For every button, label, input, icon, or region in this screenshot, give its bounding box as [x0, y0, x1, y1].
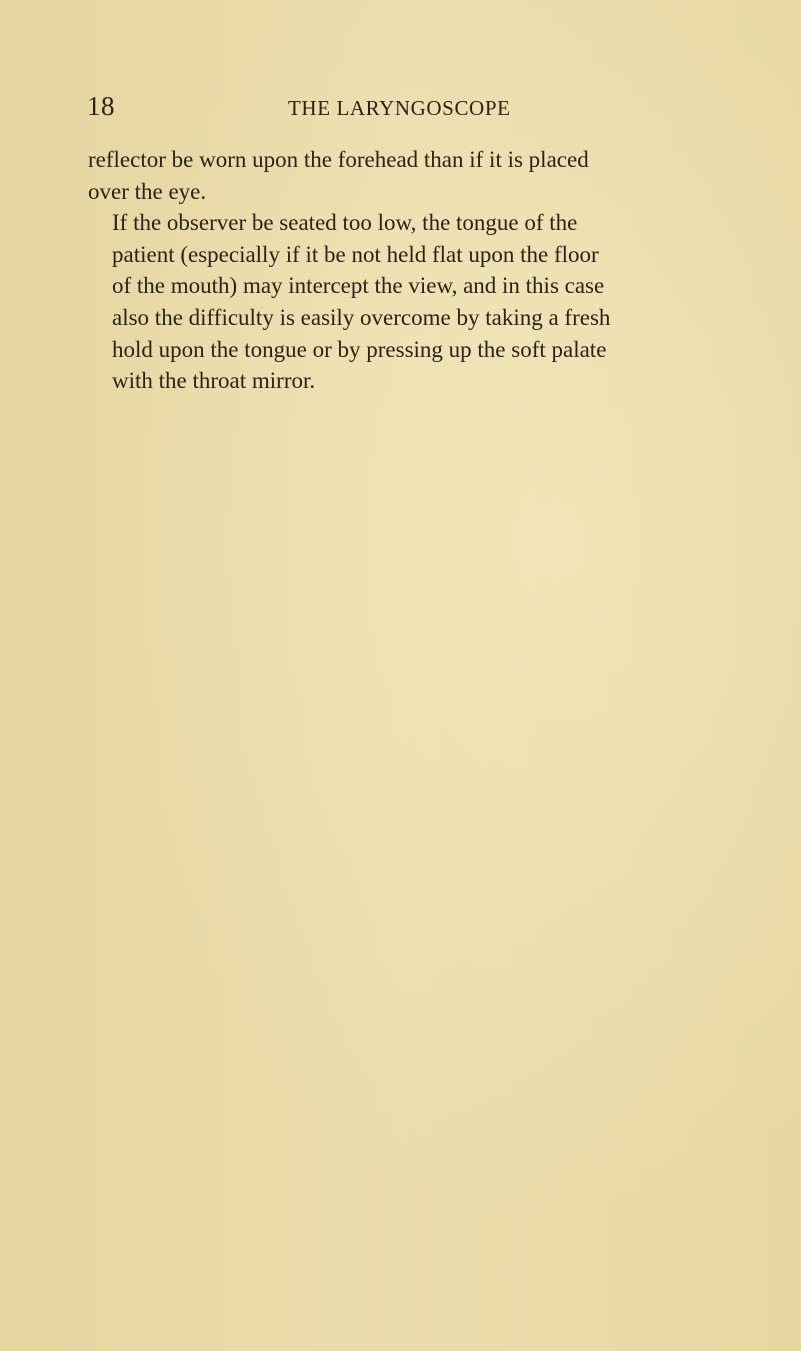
text-line: with the throat mirror.	[112, 368, 316, 394]
paragraph	[88, 144, 708, 207]
text-line: of the mouth) may intercept the view, and in this case	[112, 273, 605, 299]
page-number: 18	[87, 91, 115, 121]
text-line: If the observer be seated too low, the tongue of the	[112, 210, 578, 236]
body-text	[88, 144, 708, 397]
text-line: reflector be worn upon the forehead than if it is placed	[88, 147, 589, 172]
running-head	[0, 90, 801, 130]
text-line: over the eye.	[88, 178, 207, 204]
text-line: patient (especially if it be not held flat upon the floor	[112, 241, 599, 267]
text-line: hold upon the tongue or by pressing up the soft palate	[112, 336, 607, 362]
paragraph	[88, 207, 708, 397]
text-line: also the difficulty is easily overcome by taking a fresh	[112, 304, 611, 330]
running-title: THE LARYNGOSCOPE	[288, 96, 511, 120]
